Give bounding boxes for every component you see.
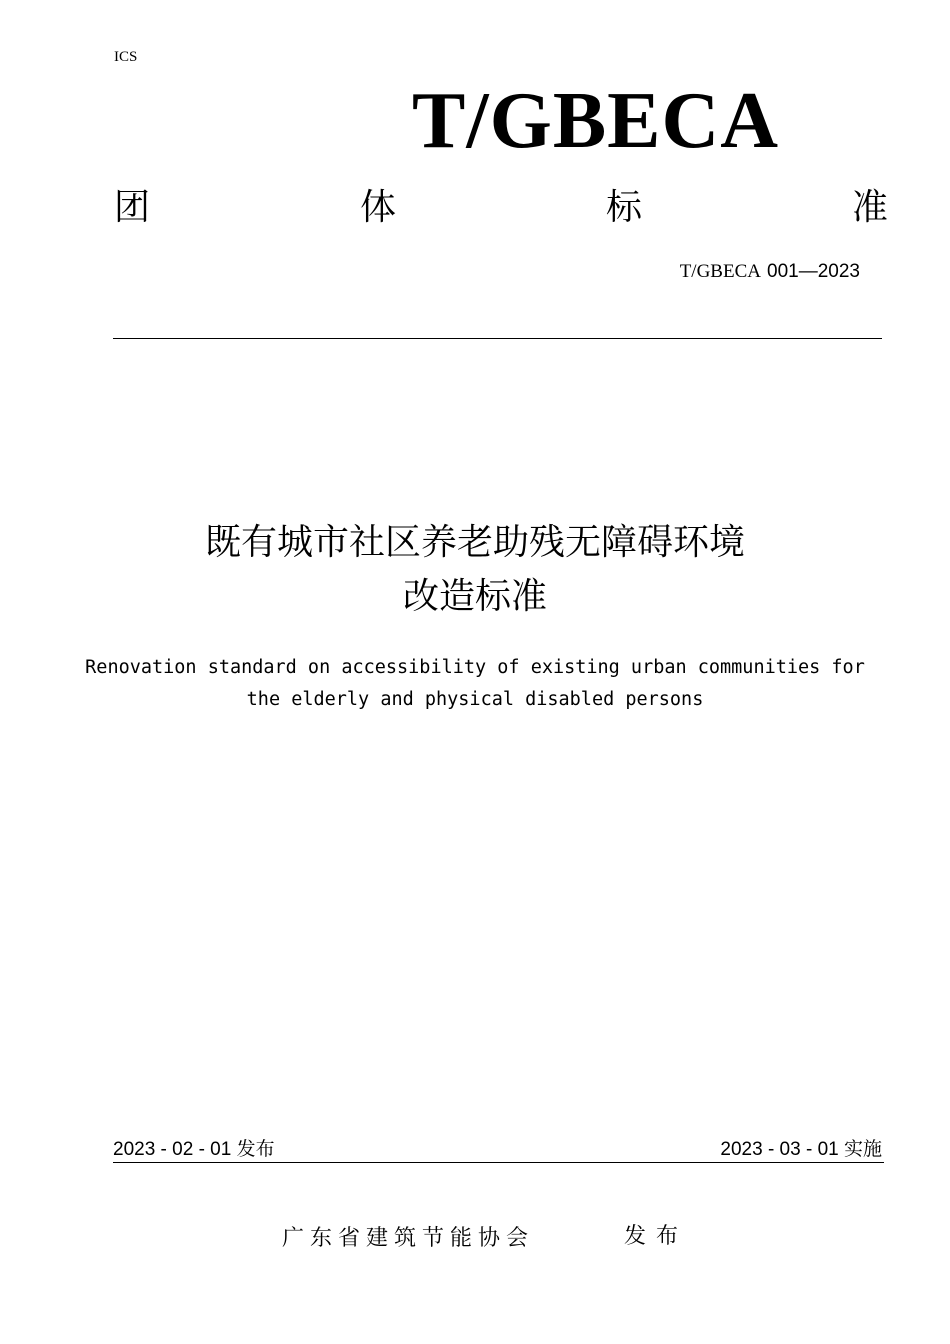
- chinese-title: [0, 516, 950, 624]
- english-title-line-1: Renovation standard on accessibility of existing urban communities for: [85, 657, 865, 678]
- bottom-divider: [113, 1162, 884, 1163]
- issue-date: 2023 - 02 - 01 发布: [113, 1139, 275, 1160]
- standard-number: [680, 259, 860, 284]
- ics-label: ICS: [114, 49, 138, 65]
- document-type-char: 体: [359, 187, 396, 228]
- chinese-title-line-1: 既有城市社区养老助残无障碍环境: [204, 522, 745, 563]
- publish-label: 发布: [624, 1224, 689, 1249]
- document-type-char: 准: [851, 187, 888, 228]
- english-title-line-2: the elderly and physical disabled persons: [246, 689, 704, 710]
- document-type-char: 团: [114, 187, 151, 228]
- top-divider: [113, 338, 882, 339]
- standard-prefix: T/GBECA: [679, 261, 761, 282]
- english-title: [0, 652, 950, 716]
- chinese-title-line-2: 改造标准: [402, 576, 547, 617]
- document-type: [114, 186, 888, 230]
- document-type-char: 标: [605, 187, 642, 228]
- brand-code: T/GBECA: [412, 77, 780, 165]
- standard-code: 001—2023: [767, 261, 860, 282]
- publisher-name: 广东省建筑节能协会: [282, 1226, 535, 1251]
- implementation-date: 2023 - 03 - 01 实施: [720, 1139, 882, 1160]
